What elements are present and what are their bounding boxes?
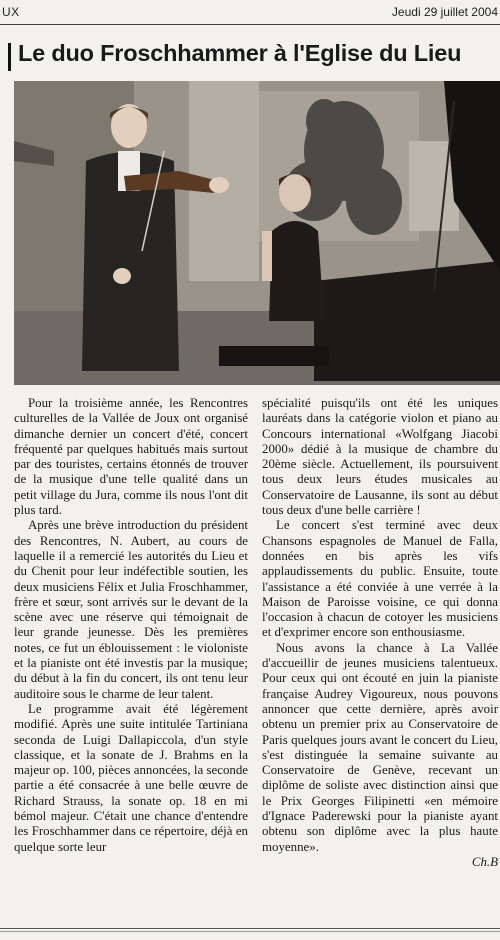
headline-block [8, 40, 498, 74]
paragraph: Le concert s'est terminé avec deux Chansons espagnoles de Manuel de Falla, données en bis après les vifs applaudissements du public. Ensuite, toute l'assistance a été conviée à une verrée à la Maison de Paroisse voisine, ce qui donna l'occasion à chacun de cotoyer les musiciens et d'exprimer encore son enthousiasme. [262, 518, 498, 640]
paragraph: Nous avons la chance à La Vallée d'accueillir de jeunes musiciens talentueux. Pour ceux qui ont écouté en juin la pianiste française Audrey Vigoureux, nous pouvons annoncer que cette dernière, après avoir obtenu un premier prix au Conservatoire de Paris quelques jours avant le concert du Lieu, s'est distinguée la semaine suivante au Conservatoire de Genève, recevant un diplôme de soliste avec distinction ainsi que le Prix Georges Filipinetti «en mémoire d'Ignace Paderewski pour la pianiste ayant obtenu son diplôme avec la plus haute moyenne». [262, 640, 498, 854]
paragraph: Le programme avait été légèrement modifié. Après une suite intitulée Tartiniana seconda de Luigi Dallapiccola, d'un style classique, et la sonate de J. Brahms en la majeur op. 100, pièces annoncées, la seconde partie a été consacrée à une belle œuvre de Richard Strauss, la sonate op. 18 en mi bémol majeur. C'était une chance d'entendre les Froschhammer dans ce répertoire, déjà en quelque sorte leur [14, 701, 248, 854]
article-headline: Le duo Froschhammer à l'Eglise du Lieu [18, 40, 462, 66]
photo-illustration [14, 81, 500, 385]
article-column-right [262, 396, 498, 870]
section-label: UX [2, 5, 20, 19]
header-rule [0, 24, 500, 25]
article-column-left [14, 396, 248, 855]
paragraph: Après une brève introduction du président des Rencontres, N. Aubert, au cours de laquelle il a remercié les autorités du Lieu et du Chenit pour leur indéfectible soutien, les deux musiciens Félix et Julia Froschhammer, frère et sœur, sont arrivés sur le devant de la scène avec une réserve qui témoignait de leur grande jeunesse. Dès les premières notes, ce fut un éblouissement : le violoniste et la pianiste ont été investis par la musique; du début à la fin du concert, ils ont tenu leur auditoire sous le charme de leur talent. [14, 518, 248, 701]
paragraph: spécialité puisqu'ils ont été les uniques lauréats dans la catégorie violon et piano au Concours international «Wolfgang Jiacobi 2000» dédié à la musique de chambre du 20ème siècle. Actuellement, ils poursuivent tous deux leurs études musicales au Conservatoire de Lausanne, ils sont au début tous deux d'une belle carrière ! [262, 396, 498, 518]
article-photo [14, 81, 500, 385]
headline-bar [8, 43, 11, 71]
page-header [0, 0, 500, 22]
issue-date: Jeudi 29 juillet 2004 [391, 5, 498, 19]
footer-rule-secondary [0, 931, 500, 932]
paragraph: Pour la troisième année, les Rencontres culturelles de la Vallée de Joux ont organisé dimanche dernier un concert d'été, concert fréquenté par quelques habitués mais surtout par des touristes, certains étonnés de trouver de la musique d'une telle qualité dans un petit village du Jura, comme ils nous l'ont dit plus tard. [14, 396, 248, 518]
footer-rule [0, 928, 500, 929]
author-signature: Ch.B [471, 854, 498, 869]
